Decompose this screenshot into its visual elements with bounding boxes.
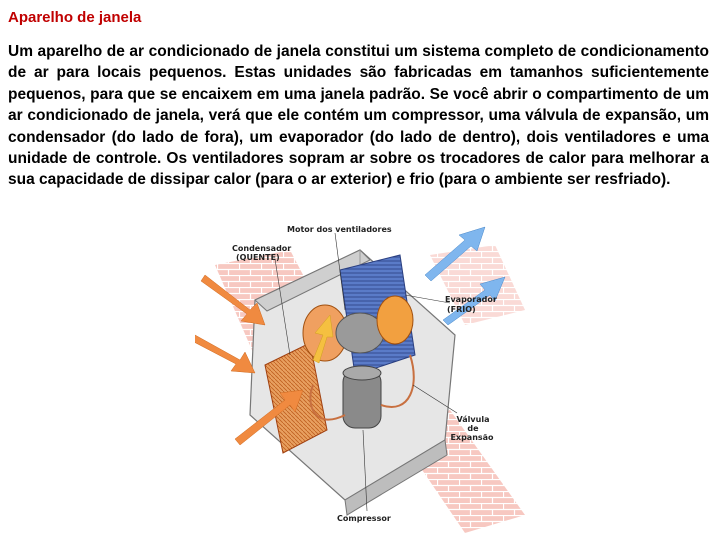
label-valve-3: Expansão [450, 433, 494, 442]
body-paragraph: Um aparelho de ar condicionado de janela constitui um sistema completo de condicionamento de ar para locais pequenos. Estas unidades são fabricadas em tamanhos suficientemente pequenos, para que se encaixem em uma janela padrão. Se você abrir o compartimento de um ar condicionado de janela, verá que ele contém um compressor, uma válvula de expansão, um condensador (do lado de fora), um evaporador (do lado de dentro), dois ventiladores e uma unidade de controle. Os ventiladores sopram ar sobre os trocadores de calor para melhorar a sua capacidade de dissipar calor (para o ar exterior) e frio (para o ambiente ser resfriado). [8, 43, 709, 189]
label-condenser-hot: (QUENTE) [236, 253, 280, 262]
label-evaporator-cold: (FRIO) [447, 305, 476, 314]
window-ac-diagram [195, 215, 535, 535]
label-valve-1: Válvula [456, 415, 490, 424]
label-evaporator: Evaporador [445, 295, 497, 304]
label-condenser: Condensador [232, 244, 292, 253]
page-title: Aparelho de janela [8, 9, 142, 26]
label-compressor: Compressor [337, 514, 391, 523]
compressor [343, 366, 381, 428]
label-valve-2: de [467, 424, 479, 433]
window-ac-illustration [195, 215, 535, 535]
label-fan-motor: Motor dos ventiladores [287, 225, 392, 234]
